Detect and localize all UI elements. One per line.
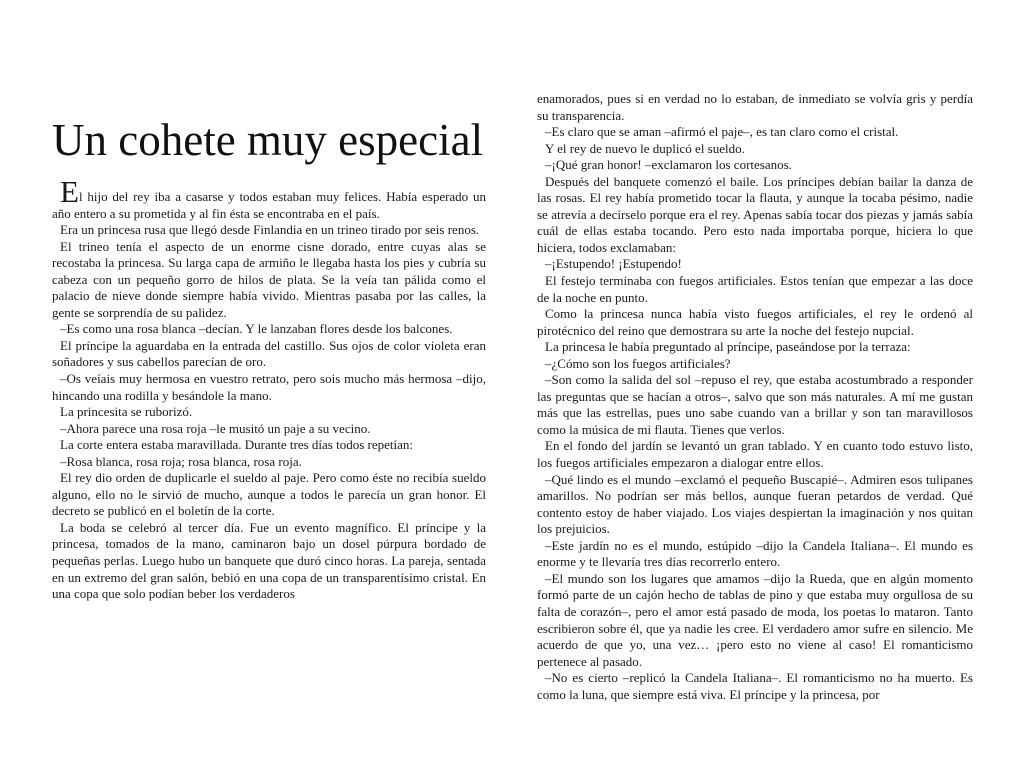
left-column [52, 113, 486, 603]
paragraph: En el fondo del jardín se levantó un gran tablado. Y en cuanto todo estuvo listo, los fuegos artificiales empezaron a dialogar entre ellos. [537, 438, 973, 471]
story-title: Un cohete muy especial [52, 115, 484, 165]
paragraph: –¡Qué gran honor! –exclamaron los cortesanos. [545, 157, 792, 173]
paragraph: Después del banquete comenzó el baile. Los príncipes debían bailar la danza de las rosas. El rey había prometido tocar la flauta, y aunque la tocaba pésimo, nadie se atrevía a decírselo porque era el rey. Apenas sabía tocar dos piezas y jamás sabía cuál de ellas estaba tocando. Pero esto nada importaba porque, hiciera lo que hiciera, todos exclamaban: [537, 173, 973, 255]
paragraph: –Es como una rosa blanca –decían. Y le lanzaban flores desde los balcones. [60, 321, 453, 337]
paragraph: –Rosa blanca, rosa roja; rosa blanca, rosa roja. [60, 453, 302, 469]
paragraph: –Este jardín no es el mundo, estúpido –dijo la Candela Italiana–. El mundo es enorme y te llevaría tres días recorrerlo entero. [537, 537, 973, 570]
paragraph: Era un princesa rusa que llegó desde Finlandia en un trineo tirado por seis renos. [60, 222, 480, 238]
paragraph: –Ahora parece una rosa roja –le musitó un paje a su vecino. [60, 420, 371, 436]
paragraph: –Son como la salida del sol –repuso el rey, que estaba acostumbrado a responder las preguntas que se hacían a otros–, salvo que son más naturales. A mí me gustan más que las estrellas, pues uno sabe cuando van a brillar y son tan maravillosos como la música de mi flauta. Tienes que verlos. [537, 372, 973, 437]
paragraph: –Es claro que se aman –afirmó el paje–, es tan claro como el cristal. [545, 124, 899, 140]
paragraph: Y el rey de nuevo le duplicó el sueldo. [545, 140, 745, 156]
paragraph: –¡Estupendo! ¡Estupendo! [545, 256, 682, 272]
right-column [537, 91, 973, 703]
paragraph: Como la princesa nunca había visto fuegos artificiales, el rey le ordenó al pirotécnico del reino que demostrara su arte la noche del festejo nupcial. [537, 306, 973, 338]
paragraph-continuation: enamorados, pues si en verdad no lo estaban, de inmediato se volvía gris y perdía su transparencia. [537, 91, 973, 123]
opening-paragraph [52, 174, 486, 222]
paragraph: El rey dio orden de duplicarle el sueldo al paje. Pero como éste no recibía sueldo alguno, ello no le sirvió de mucho, aunque a todos le parecía un gran honor. El decreto se publicó en el boletín de la corte. [52, 470, 486, 519]
paragraph: La princesa le había preguntado al príncipe, paseándose por la terraza: [545, 339, 911, 355]
opening-paragraph-text: l hijo del rey iba a casarse y todos estaban muy felices. Había esperado un año entero a su prometida y al fin ésta se encontraba en el país. [52, 189, 486, 221]
paragraph: La princesita se ruborizó. [60, 404, 193, 420]
paragraph: El trineo tenía el aspecto de un enorme cisne dorado, entre cuyas alas se recostaba la princesa. Su larga capa de armiño le llegaba hasta los pies y cubría su cabeza con un pequeño gorro de hilos de plata. Se la veía tan pálida como el palacio de nieve donde siempre había vivido. Mientras pasaba por las calles, la gente se sorprendía de su palidez. [52, 238, 486, 320]
paragraph: El festejo terminaba con fuegos artificiales. Estos tenían que empezar a las doce de la noche en punto. [537, 273, 973, 305]
paragraph: –¿Cómo son los fuegos artificiales? [545, 355, 731, 371]
paragraph: –El mundo son los lugares que amamos –dijo la Rueda, que en algún momento formó parte de un cajón hecho de tablas de pino y que estaba muy orgullosa de su falta de corazón–, pero el amor está pasado de moda, los poetas lo mataron. Tanto escribieron sobre él, que ya nadie les cree. El verdadero amor sufre en silencio. Me acuerdo de que yo, una vez… ¡pero esto no viene al caso! El romanticismo pertenece al pasado. [537, 570, 973, 669]
drop-cap: E [60, 174, 79, 209]
paragraph: El príncipe la aguardaba en la entrada del castillo. Sus ojos de color violeta eran soñadores y sus cabellos parecían de oro. [52, 337, 486, 370]
paragraph: La corte entera estaba maravillada. Durante tres días todos repetían: [60, 437, 414, 453]
paragraph: –No es cierto –replicó la Candela Italiana–. El romanticismo no ha muerto. Es como la luna, que siempre está viva. El príncipe y la princesa, por [537, 670, 973, 702]
paragraph: La boda se celebró al tercer día. Fue un evento magnífico. El príncipe y la princesa, tomados de la mano, caminaron bajo un dosel púrpura bordado de pequeñas perlas. Luego hubo un banquete que duró cinco horas. La pareja, sentada en un extremo del gran salón, bebió en una copa de un transparentísimo cristal. En una copa que solo podían beber los verdaderos [52, 519, 486, 602]
paragraph: –Qué lindo es el mundo –exclamó el pequeño Buscapié–. Admiren esos tulipanes amarillos. No podrían ser más bellos, aunque fueran petardos de verdad. Qué contento estoy de haber viajado. Los viajes despiertan la imaginación y nos quitan los prejuicios. [537, 471, 973, 537]
paragraph: –Os veíais muy hermosa en vuestro retrato, pero sois mucho más hermosa –dijo, hincando una rodilla y besándole la mano. [52, 371, 486, 403]
